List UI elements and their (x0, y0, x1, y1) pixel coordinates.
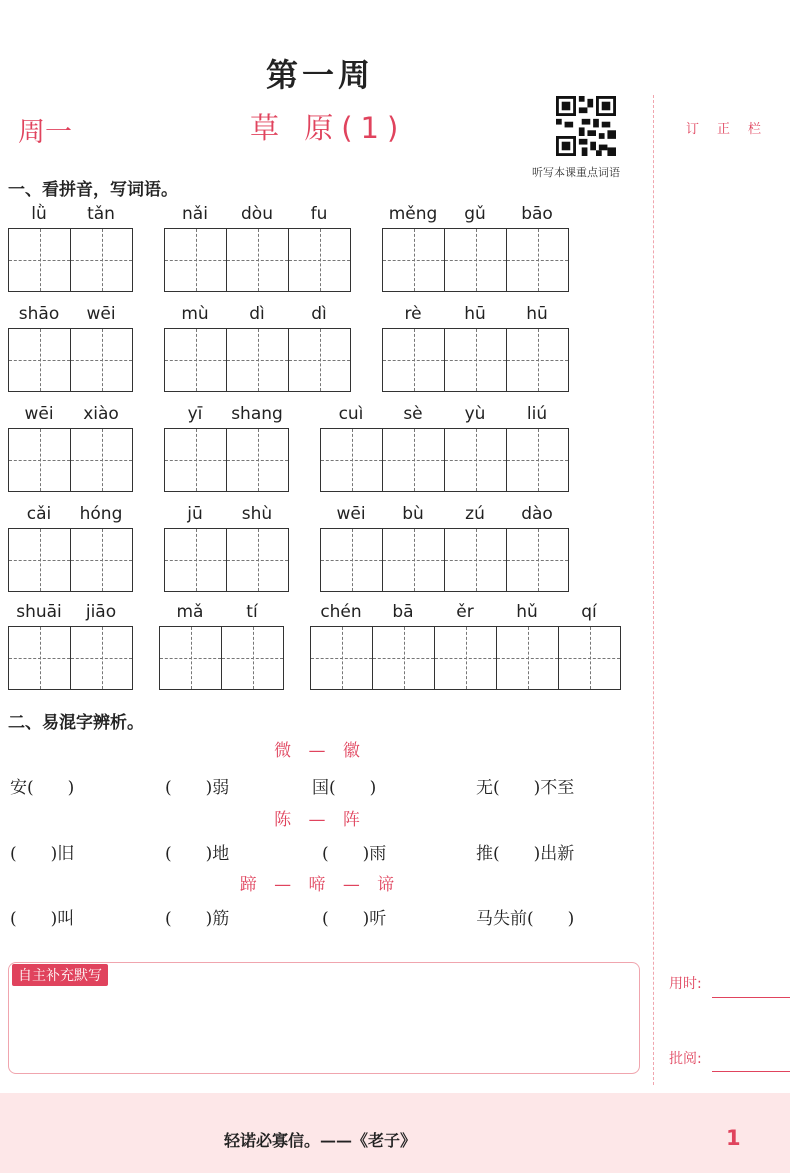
margin-divider (653, 95, 654, 1085)
writing-cell[interactable] (222, 627, 284, 689)
writing-cell[interactable] (507, 329, 569, 391)
pinyin-label: bāo (521, 204, 553, 224)
writing-cell[interactable] (507, 429, 569, 491)
pinyin-label: yù (464, 404, 486, 424)
writing-cell[interactable] (227, 429, 289, 491)
week-title: 第一周 (265, 56, 374, 94)
pinyin-label: wēi (24, 404, 54, 424)
pinyin-label: cǎi (26, 504, 52, 524)
pinyin-label: shuāi (16, 602, 62, 622)
blank-item[interactable]: 无( )不至 (476, 778, 575, 798)
pinyin-label: dì (311, 304, 327, 324)
pinyin-label: dào (521, 504, 553, 524)
writing-cell[interactable] (165, 529, 227, 591)
pinyin-label: hǔ (516, 602, 538, 622)
blank-item[interactable]: ( )旧 (10, 844, 75, 864)
writing-grid[interactable] (159, 626, 284, 690)
supplementary-dictation-label: 自主补充默写 (12, 964, 108, 986)
pinyin-label: chén (320, 602, 362, 622)
writing-cell[interactable] (435, 627, 497, 689)
footer-quote: 轻诺必寡信。——《老子》 (223, 1131, 416, 1150)
qr-code-icon[interactable] (556, 96, 616, 156)
writing-cell[interactable] (507, 229, 569, 291)
pinyin-label: zú (465, 504, 485, 524)
confusable-pair-2: 陈 — 阵 (274, 810, 366, 830)
blank-item[interactable]: 安( ) (10, 778, 75, 798)
writing-cell[interactable] (9, 429, 71, 491)
writing-cell[interactable] (289, 229, 351, 291)
writing-grid[interactable] (382, 228, 569, 292)
confusable-pair-1: 微 — 徽 (274, 741, 366, 761)
pinyin-label: shang (231, 404, 283, 424)
pinyin-label: hóng (79, 504, 123, 524)
pinyin-label: jiāo (85, 602, 117, 622)
section-1-title: 一、看拼音，写词语。 (8, 180, 178, 200)
writing-grid[interactable] (164, 428, 289, 492)
correction-column-label: 订正栏 (686, 122, 780, 137)
pinyin-label: mǎ (176, 602, 204, 622)
writing-cell[interactable] (9, 229, 71, 291)
blank-item[interactable]: ( )地 (165, 844, 230, 864)
pinyin-label: wēi (336, 504, 366, 524)
pinyin-label: hū (526, 304, 548, 324)
pinyin-label: ěr (456, 602, 474, 622)
blank-item[interactable]: ( )叫 (10, 909, 75, 929)
page-number: 1 (726, 1126, 741, 1150)
writing-cell[interactable] (227, 529, 289, 591)
pinyin-label: dì (249, 304, 265, 324)
writing-grid[interactable] (8, 228, 133, 292)
writing-cell[interactable] (383, 329, 445, 391)
writing-cell[interactable] (383, 529, 445, 591)
writing-cell[interactable] (71, 229, 133, 291)
pinyin-label: fu (310, 204, 328, 224)
writing-cell[interactable] (321, 529, 383, 591)
pinyin-label: shù (241, 504, 273, 524)
blank-item[interactable]: ( )弱 (165, 778, 230, 798)
day-label: 周一 (18, 117, 72, 148)
writing-cell[interactable] (383, 429, 445, 491)
writing-grid[interactable] (8, 528, 133, 592)
writing-cell[interactable] (445, 229, 507, 291)
pinyin-label: tǎn (87, 204, 115, 224)
pinyin-label: tí (246, 602, 258, 622)
blank-item[interactable]: ( )雨 (322, 844, 387, 864)
writing-cell[interactable] (71, 429, 133, 491)
blank-item[interactable]: 国( ) (312, 778, 377, 798)
writing-grid[interactable] (8, 328, 133, 392)
time-label: 用时: (669, 976, 702, 992)
time-input-line[interactable] (712, 997, 790, 998)
writing-grid[interactable] (382, 328, 569, 392)
writing-cell[interactable] (160, 627, 222, 689)
confusable-pair-3: 蹄 — 啼 — 谛 (239, 875, 401, 895)
writing-cell[interactable] (71, 329, 133, 391)
writing-grid[interactable] (320, 528, 569, 592)
blank-item[interactable]: ( )筋 (165, 909, 230, 929)
pinyin-label: lǜ (31, 204, 47, 224)
writing-cell[interactable] (227, 229, 289, 291)
writing-grid[interactable] (310, 626, 621, 690)
blank-item[interactable]: ( )听 (322, 909, 387, 929)
pinyin-label: bù (402, 504, 424, 524)
writing-cell[interactable] (289, 329, 351, 391)
writing-cell[interactable] (9, 529, 71, 591)
pinyin-label: rè (404, 304, 422, 324)
pinyin-label: qí (581, 602, 597, 622)
review-input-line[interactable] (712, 1071, 790, 1072)
writing-grid[interactable] (164, 328, 351, 392)
writing-cell[interactable] (9, 329, 71, 391)
review-label: 批阅: (669, 1051, 702, 1067)
writing-cell[interactable] (227, 329, 289, 391)
pinyin-label: mù (181, 304, 209, 324)
pinyin-label: hū (464, 304, 486, 324)
pinyin-label: bā (392, 602, 414, 622)
writing-cell[interactable] (507, 529, 569, 591)
pinyin-label: xiào (83, 404, 119, 424)
blank-item[interactable]: 推( )出新 (476, 844, 575, 864)
pinyin-label: cuì (338, 404, 364, 424)
writing-cell[interactable] (445, 529, 507, 591)
pinyin-label: wēi (86, 304, 116, 324)
pinyin-label: nǎi (182, 204, 208, 224)
writing-cell[interactable] (383, 229, 445, 291)
writing-cell[interactable] (311, 627, 373, 689)
writing-grid[interactable] (320, 428, 569, 492)
pinyin-label: měng (388, 204, 438, 224)
lesson-title: 草 原(1) (250, 111, 407, 145)
pinyin-label: sè (403, 404, 423, 424)
writing-cell[interactable] (373, 627, 435, 689)
writing-cell[interactable] (165, 229, 227, 291)
blank-item[interactable]: 马失前( ) (476, 909, 575, 929)
writing-grid[interactable] (164, 528, 289, 592)
writing-cell[interactable] (559, 627, 621, 689)
writing-cell[interactable] (9, 627, 71, 689)
writing-cell[interactable] (445, 329, 507, 391)
pinyin-label: gǔ (464, 204, 486, 224)
section-2-title: 二、易混字辨析。 (8, 713, 144, 733)
pinyin-label: shāo (18, 304, 60, 324)
writing-cell[interactable] (71, 627, 133, 689)
pinyin-label: jū (187, 504, 203, 524)
writing-cell[interactable] (497, 627, 559, 689)
writing-cell[interactable] (445, 429, 507, 491)
writing-grid[interactable] (8, 626, 133, 690)
pinyin-label: liú (526, 404, 548, 424)
pinyin-label: dòu (241, 204, 273, 224)
writing-cell[interactable] (321, 429, 383, 491)
writing-grid[interactable] (8, 428, 133, 492)
writing-cell[interactable] (165, 329, 227, 391)
qr-caption: 听写本课重点词语 (532, 166, 620, 179)
pinyin-label: yī (187, 404, 203, 424)
writing-cell[interactable] (71, 529, 133, 591)
writing-grid[interactable] (164, 228, 351, 292)
writing-cell[interactable] (165, 429, 227, 491)
